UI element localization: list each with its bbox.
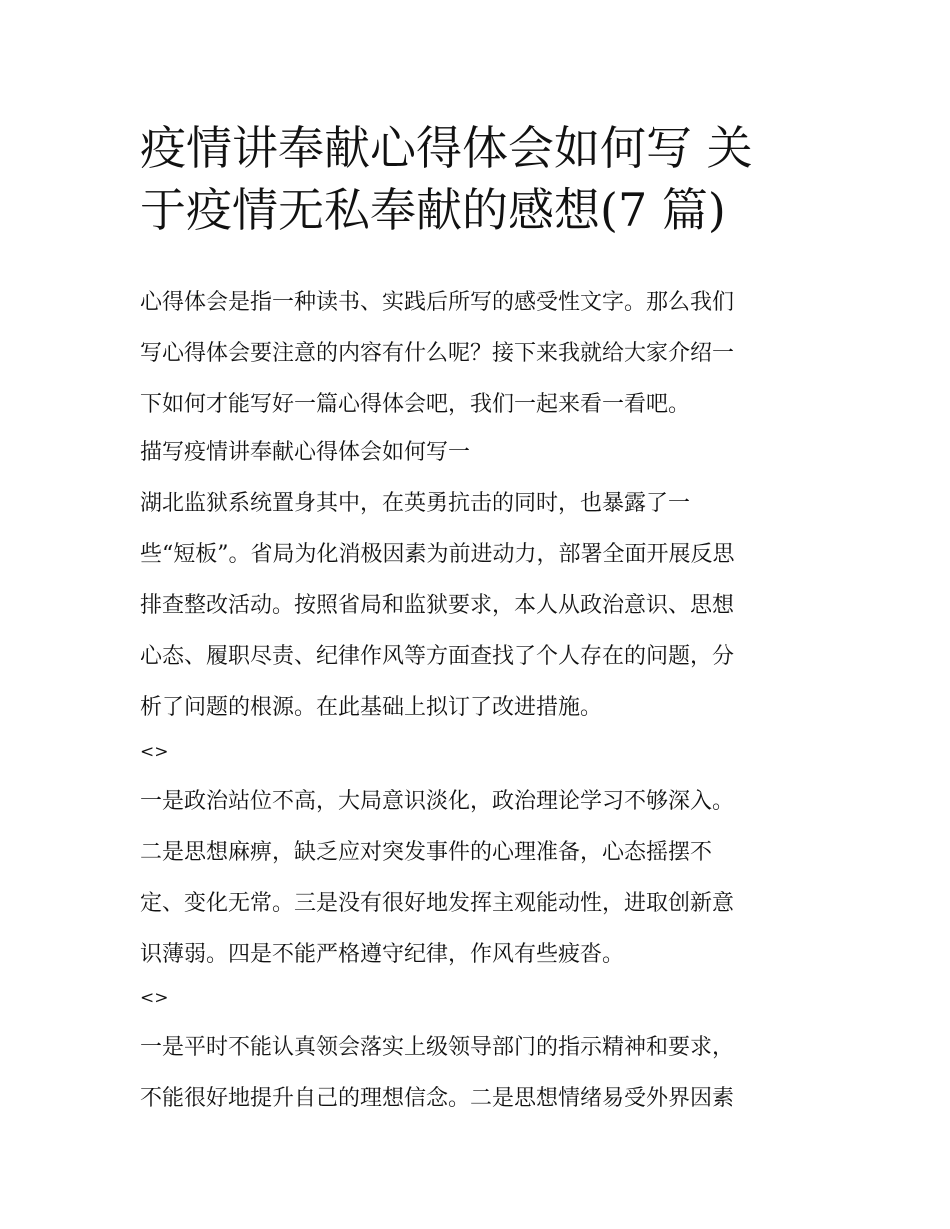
text-line: 些“短板”。省局为化消极因素为前进动力，部署全面开展反思 [140,542,735,567]
title-line: 疫情讲奉献心得体会如何写 关 [140,121,753,175]
text-line: 心得体会是指一种读书、实践后所写的感受性文字。那么我们 [140,290,735,315]
text-line: 二是思想麻痹，缺乏应对突发事件的心理准备，心态摇摆不 [140,840,713,865]
section-heading: 描写疫情讲奉献心得体会如何写一 [140,440,471,465]
document-title [140,117,820,241]
text-line: 心态、履职尽责、纪律作风等方面查找了个人存在的问题，分 [140,644,735,669]
placeholder-marker: <> [140,988,169,1008]
intro-paragraph [140,277,820,430]
text-line: 不能很好地提升自己的理想信念。二是思想情绪易受外界因素 [140,1086,735,1111]
text-line: 定、变化无常。三是没有很好地发挥主观能动性，进取创新意 [140,891,735,916]
text-line: 一是政治站位不高，大局意识淡化，政治理论学习不够深入。 [140,789,735,814]
text-line: 湖北监狱系统置身其中，在英勇抗击的同时，也暴露了一 [140,491,691,516]
text-line: 排查整改活动。按照省局和监狱要求，本人从政治意识、思想 [140,593,735,618]
text-line: 下如何才能写好一篇心得体会吧，我们一起来看一看吧。 [140,392,691,417]
text-line: 析了问题的根源。在此基础上拟订了改进措施。 [140,695,603,720]
text-line: 写心得体会要注意的内容有什么呢？接下来我就给大家介绍一 [140,341,735,366]
placeholder-marker: <> [140,742,169,762]
text-line: 一是平时不能认真领会落实上级领导部门的指示精神和要求， [140,1035,735,1060]
paragraph-3 [140,1022,820,1124]
paragraph-2 [140,776,820,980]
title-line: 于疫情无私奉献的感想(7 篇) [140,183,726,237]
paragraph-1 [140,478,820,733]
text-line: 识薄弱。四是不能严格遵守纪律，作风有些疲沓。 [140,942,625,967]
